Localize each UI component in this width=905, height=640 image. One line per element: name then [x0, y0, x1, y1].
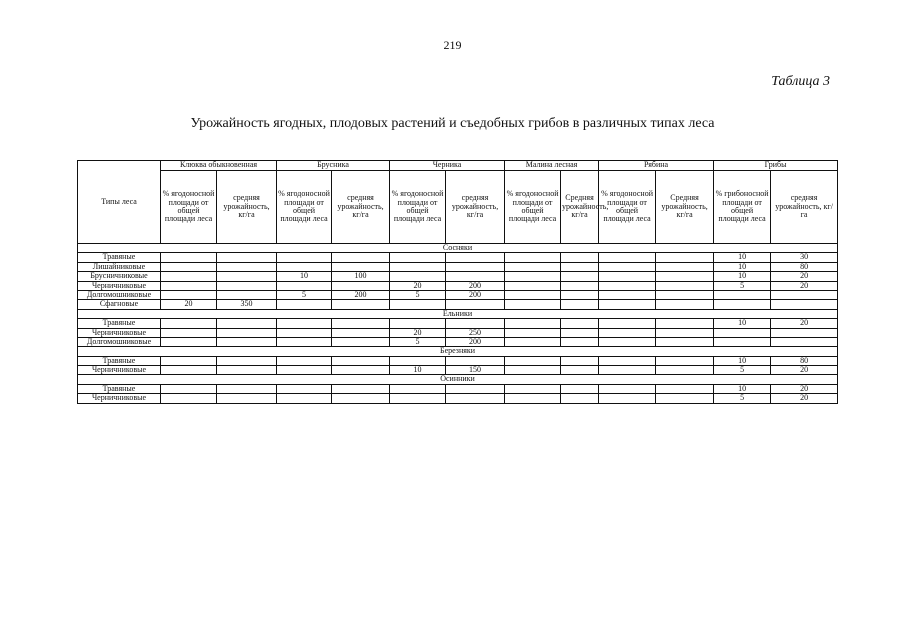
- table-cell: 20: [771, 394, 838, 403]
- column-header: % ягодоносной площади от общей площади леса: [390, 171, 446, 244]
- table-cell: 10: [714, 253, 771, 262]
- table-cell: [505, 337, 561, 346]
- column-header: % грибоносной площади от общей площади леса: [714, 171, 771, 244]
- table-cell: 250: [446, 328, 505, 337]
- column-header: средняя урожайность, кг/га: [771, 171, 838, 244]
- table-cell: 80: [771, 262, 838, 271]
- section-row: [78, 375, 838, 384]
- table-cell: [656, 337, 714, 346]
- page-number: 219: [443, 38, 462, 52]
- table-cell: [161, 384, 217, 393]
- table-cell: [505, 366, 561, 375]
- table-cell: [561, 328, 599, 337]
- table-cell: 10: [714, 262, 771, 271]
- table-cell: [561, 272, 599, 281]
- table-cell: [714, 337, 771, 346]
- table-cell: [599, 290, 656, 299]
- table-cell: [561, 300, 599, 309]
- table-cell: [161, 262, 217, 271]
- table-cell: [505, 319, 561, 328]
- table-cell: [332, 328, 390, 337]
- table-cell: [561, 253, 599, 262]
- table-cell: [161, 319, 217, 328]
- table-cell: [505, 394, 561, 403]
- table-cell: 30: [771, 253, 838, 262]
- table-body: [78, 244, 838, 404]
- column-header: % ягодоносной площади от общей площади леса: [505, 171, 561, 244]
- group-header: Малина лесная: [505, 161, 599, 171]
- table-cell: 10: [714, 384, 771, 393]
- section-row: [78, 309, 838, 318]
- table-cell: [561, 394, 599, 403]
- table-cell: 20: [390, 328, 446, 337]
- group-header: Клюква обыкновенная: [161, 161, 277, 171]
- table-cell: [217, 356, 277, 365]
- table-cell: [277, 337, 332, 346]
- table-cell: [771, 290, 838, 299]
- table-cell: [161, 253, 217, 262]
- table-row: [78, 272, 838, 281]
- table-cell: [332, 394, 390, 403]
- table-cell: [561, 337, 599, 346]
- table-cell: [561, 384, 599, 393]
- table-cell: [277, 366, 332, 375]
- yield-table: [77, 160, 838, 404]
- table-cell: [217, 384, 277, 393]
- table-cell: 350: [217, 300, 277, 309]
- table-cell: [446, 300, 505, 309]
- table-cell: [217, 366, 277, 375]
- section-header: Березняки: [78, 347, 838, 356]
- table-cell: [217, 281, 277, 290]
- table-cell: [217, 328, 277, 337]
- table-cell: [599, 328, 656, 337]
- table-cell: 200: [446, 337, 505, 346]
- table-cell: [277, 300, 332, 309]
- table-cell: [277, 356, 332, 365]
- table-cell: [599, 337, 656, 346]
- table-cell: 20: [771, 366, 838, 375]
- table-cell: [332, 319, 390, 328]
- column-header: % ягодоносной площади от общей площади леса: [161, 171, 217, 244]
- table-cell: [277, 394, 332, 403]
- column-header: средняя урожайность, кг/га: [446, 171, 505, 244]
- table-cell: [277, 384, 332, 393]
- table-cell: [217, 337, 277, 346]
- table-cell: [390, 262, 446, 271]
- group-header: Брусника: [277, 161, 390, 171]
- section-row: [78, 244, 838, 253]
- column-header: % ягодоносной площади от общей площади леса: [599, 171, 656, 244]
- table-row: [78, 328, 838, 337]
- forest-type-header: Типы леса: [78, 161, 161, 244]
- table-cell: [446, 319, 505, 328]
- table-cell: 5: [390, 290, 446, 299]
- table-cell: 20: [771, 281, 838, 290]
- table-cell: [656, 394, 714, 403]
- table-row: [78, 300, 838, 309]
- column-header: средняя урожайность, кг/га: [217, 171, 277, 244]
- document-title: Урожайность ягодных, плодовых растений и съедобных грибов в различных типах леса: [190, 116, 715, 131]
- table-cell: [446, 253, 505, 262]
- table-cell: [599, 319, 656, 328]
- group-header: Черника: [390, 161, 505, 171]
- table-cell: 10: [714, 272, 771, 281]
- table-cell: [505, 384, 561, 393]
- table-cell: [505, 290, 561, 299]
- table-cell: [656, 356, 714, 365]
- table-cell: [505, 272, 561, 281]
- table-row: [78, 319, 838, 328]
- table-cell: [561, 319, 599, 328]
- table-row: [78, 394, 838, 403]
- table-cell: 80: [771, 356, 838, 365]
- table-cell: [656, 272, 714, 281]
- table-cell: [332, 337, 390, 346]
- table-cell: [599, 384, 656, 393]
- table-cell: [332, 366, 390, 375]
- section-header: Сосняки: [78, 244, 838, 253]
- table-cell: [161, 356, 217, 365]
- column-header: средняя урожайность, кг/га: [332, 171, 390, 244]
- forest-type-label: Травяные: [78, 319, 161, 328]
- forest-type-label: Брусничниковые: [78, 272, 161, 281]
- group-header: Грибы: [714, 161, 838, 171]
- table-cell: 5: [714, 394, 771, 403]
- table-cell: [599, 394, 656, 403]
- table-cell: 10: [390, 366, 446, 375]
- table-row: [78, 384, 838, 393]
- group-header: Рябина: [599, 161, 714, 171]
- table-cell: [505, 253, 561, 262]
- table-cell: 20: [161, 300, 217, 309]
- table-cell: [446, 394, 505, 403]
- table-cell: [599, 272, 656, 281]
- table-cell: 10: [277, 272, 332, 281]
- table-cell: 200: [332, 290, 390, 299]
- forest-type-label: Травяные: [78, 356, 161, 365]
- forest-type-label: Долгомошниковые: [78, 337, 161, 346]
- table-cell: [561, 366, 599, 375]
- table-cell: [771, 328, 838, 337]
- table-cell: 20: [390, 281, 446, 290]
- table-cell: [656, 290, 714, 299]
- table-row: [78, 281, 838, 290]
- table-label: Таблица 3: [771, 74, 830, 89]
- forest-type-label: Лишайниковые: [78, 262, 161, 271]
- table-row: [78, 356, 838, 365]
- table-cell: [505, 356, 561, 365]
- table-cell: [390, 384, 446, 393]
- table-cell: [217, 319, 277, 328]
- table-cell: [217, 253, 277, 262]
- table-cell: [277, 253, 332, 262]
- table-cell: 200: [446, 281, 505, 290]
- table-cell: [599, 356, 656, 365]
- table-cell: [161, 394, 217, 403]
- table-cell: [599, 366, 656, 375]
- table-cell: [161, 281, 217, 290]
- forest-type-label: Черничниковые: [78, 366, 161, 375]
- table-cell: [561, 262, 599, 271]
- table-cell: 5: [714, 281, 771, 290]
- table-cell: [714, 328, 771, 337]
- section-header: Осинники: [78, 375, 838, 384]
- table-cell: [390, 394, 446, 403]
- table-cell: [599, 300, 656, 309]
- table-cell: 5: [714, 366, 771, 375]
- table-cell: [277, 328, 332, 337]
- table-cell: 20: [771, 319, 838, 328]
- table-cell: [656, 328, 714, 337]
- forest-type-label: Долгомошниковые: [78, 290, 161, 299]
- table-cell: [656, 384, 714, 393]
- table-cell: [599, 281, 656, 290]
- table-cell: [714, 300, 771, 309]
- table-cell: [599, 253, 656, 262]
- group-header-row: [78, 161, 838, 171]
- table-cell: [505, 328, 561, 337]
- table-cell: [446, 384, 505, 393]
- table-cell: [656, 300, 714, 309]
- table-cell: 100: [332, 272, 390, 281]
- table-cell: 150: [446, 366, 505, 375]
- table-row: [78, 262, 838, 271]
- table-cell: [599, 262, 656, 271]
- table-cell: [217, 262, 277, 271]
- section-header: Ельники: [78, 309, 838, 318]
- table-cell: [561, 281, 599, 290]
- table-cell: [390, 272, 446, 281]
- table-cell: [561, 290, 599, 299]
- table-cell: [771, 300, 838, 309]
- table-cell: 200: [446, 290, 505, 299]
- table-cell: [390, 253, 446, 262]
- table-cell: [332, 356, 390, 365]
- table-cell: [390, 319, 446, 328]
- table-cell: [161, 328, 217, 337]
- table-cell: [332, 384, 390, 393]
- forest-type-label: Черничниковые: [78, 328, 161, 337]
- table-cell: [161, 337, 217, 346]
- forest-type-label: Сфагновые: [78, 300, 161, 309]
- subheader-row: [78, 171, 838, 244]
- table-cell: 5: [390, 337, 446, 346]
- table-cell: [561, 356, 599, 365]
- table-cell: [714, 290, 771, 299]
- table-cell: [332, 300, 390, 309]
- table-cell: [656, 281, 714, 290]
- table-cell: [161, 272, 217, 281]
- table-cell: [277, 319, 332, 328]
- table-cell: 20: [771, 272, 838, 281]
- forest-type-label: Травяные: [78, 253, 161, 262]
- table-cell: [332, 253, 390, 262]
- table-cell: [656, 366, 714, 375]
- column-header: Средняя урожайность, кг/га: [656, 171, 714, 244]
- table-cell: [656, 319, 714, 328]
- column-header: Средняя урожайность, кг/га: [561, 171, 599, 244]
- forest-type-label: Черничниковые: [78, 281, 161, 290]
- table-cell: 5: [277, 290, 332, 299]
- table-cell: [161, 366, 217, 375]
- table-cell: [771, 337, 838, 346]
- table-cell: [505, 262, 561, 271]
- table-cell: [656, 262, 714, 271]
- table-cell: [390, 300, 446, 309]
- table-cell: [505, 300, 561, 309]
- table-cell: 10: [714, 319, 771, 328]
- table-cell: [446, 262, 505, 271]
- table-cell: [217, 394, 277, 403]
- table-cell: 10: [714, 356, 771, 365]
- table-cell: [656, 253, 714, 262]
- table-cell: [217, 272, 277, 281]
- section-row: [78, 347, 838, 356]
- table-cell: [446, 272, 505, 281]
- forest-type-label: Травяные: [78, 384, 161, 393]
- table-cell: [505, 281, 561, 290]
- column-header: % ягодоносной площади от общей площади леса: [277, 171, 332, 244]
- table-row: [78, 253, 838, 262]
- table-cell: 20: [771, 384, 838, 393]
- forest-type-label: Черничниковые: [78, 394, 161, 403]
